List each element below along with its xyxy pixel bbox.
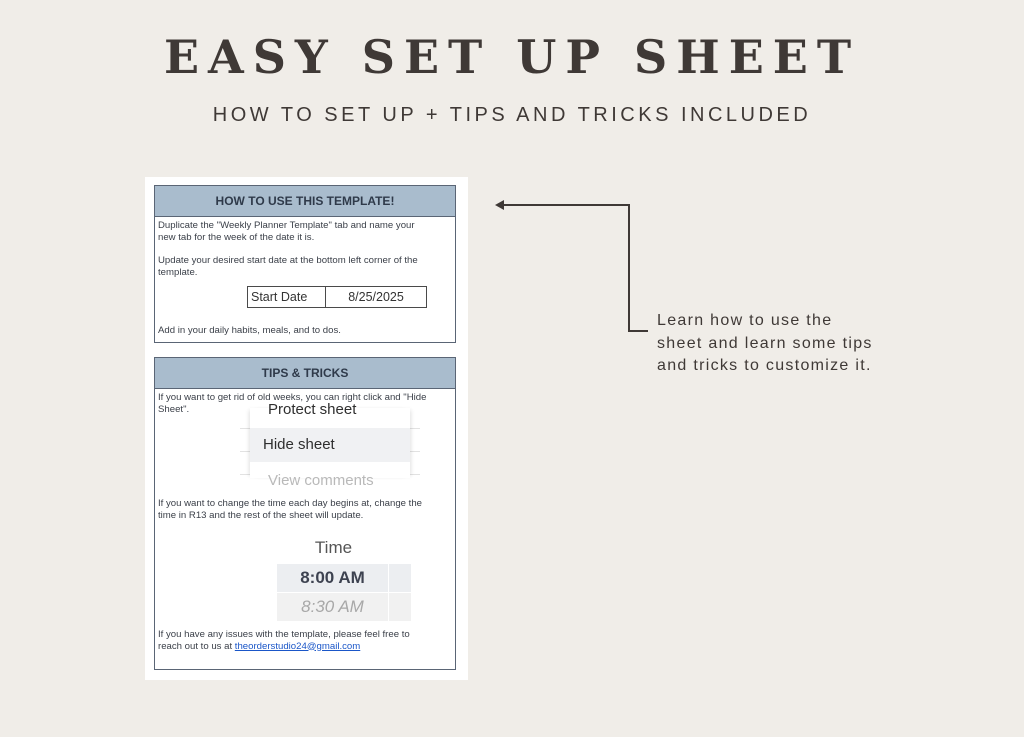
how-to-p1-line1: Duplicate the "Weekly Planner Template" tab and name your: [158, 220, 415, 231]
time-column-label: Time: [314, 538, 353, 557]
menu-item-hide-sheet: Hide sheet: [250, 428, 410, 462]
callout-arrow-line: [502, 205, 648, 331]
callout-arrow-head: [495, 200, 504, 210]
start-date-label: Start Date: [248, 287, 326, 307]
tips-p2-line1: If you want to change the time each day begins at, change the: [158, 498, 423, 509]
callout-line-2: sheet and learn some tips: [657, 334, 873, 352]
tips-p3-line2-prefix: reach out to us at: [158, 640, 235, 652]
how-to-paragraph-3: Add in your daily habits, meals, and to dos.: [158, 325, 341, 336]
how-to-p2-line1: Update your desired start date at the bottom left corner of the: [158, 255, 418, 266]
how-to-heading: HOW TO USE THIS TEMPLATE!: [155, 186, 455, 217]
callout-line-1: Learn how to use the: [657, 312, 833, 329]
menu-item-view-comments: View comments: [268, 472, 374, 489]
page-subtitle: HOW TO SET UP + TIPS AND TRICKS INCLUDED: [212, 104, 812, 126]
callout-line-3: and tricks to customize it.: [657, 357, 872, 374]
support-email-link[interactable]: theorderstudio24@gmail.com: [234, 640, 361, 652]
tips-heading: TIPS & TRICKS: [155, 358, 455, 389]
how-to-p2-line2: template.: [158, 266, 198, 278]
how-to-p1-line2: new tab for the week of the date it is.: [158, 231, 315, 243]
page-title: EASY SET UP SHEET: [163, 30, 861, 84]
tips-p1-line2: Sheet".: [158, 403, 190, 415]
tips-p1-line1: If you want to get rid of old weeks, you can right click and "Hide: [158, 392, 427, 403]
tips-p2-line2: time in R13 and the rest of the sheet will update.: [158, 509, 364, 521]
menu-item-protect-sheet: Protect sheet: [268, 401, 357, 418]
time-cell-second: 8:30 AM: [277, 593, 388, 621]
tips-p3-line1: If you have any issues with the template, please feel free to: [158, 629, 410, 640]
callout-text: [657, 310, 873, 378]
time-cell-first: 8:00 AM: [277, 564, 388, 592]
start-date-value: 8/25/2025: [348, 290, 404, 304]
